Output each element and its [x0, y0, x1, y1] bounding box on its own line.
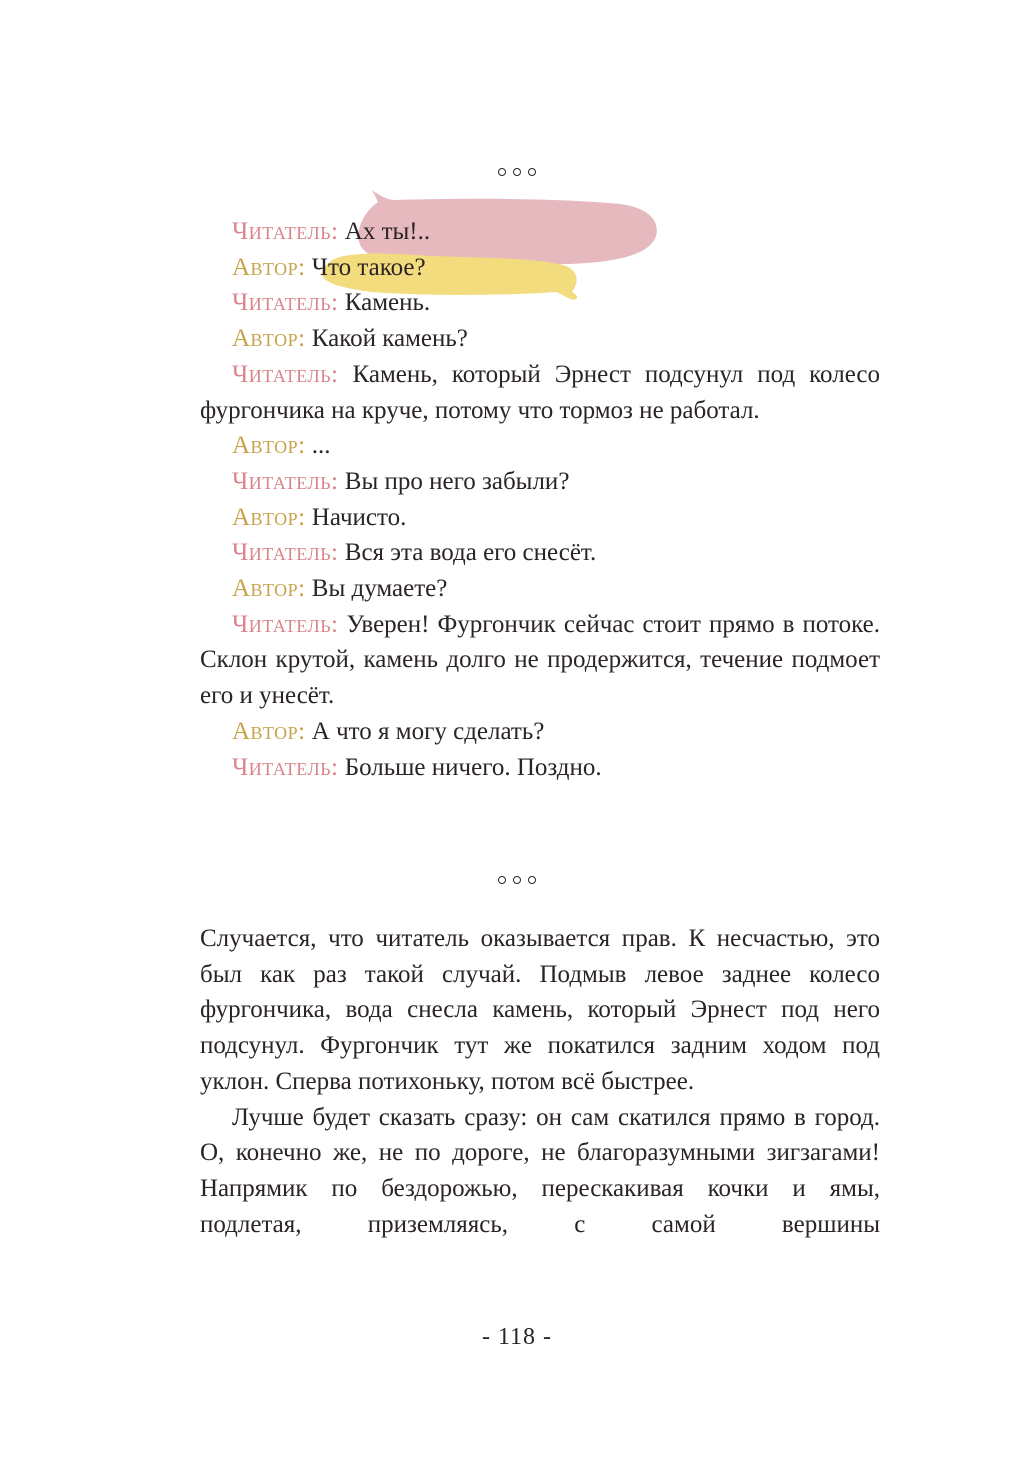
section-divider [0, 876, 1034, 884]
dialogue-line [200, 571, 880, 607]
dialogue-line [200, 535, 880, 571]
speaker-reader: Читатель: [232, 753, 339, 781]
dialogue-text: Уверен! Фургончик сейчас стоит прямо в потоке. Склон крутой, камень долго не продержится, течение подмоет его и унесёт. [200, 610, 881, 710]
dialogue-line [200, 250, 880, 286]
dialogue-line [200, 321, 880, 357]
divider-dot [528, 876, 536, 884]
dialogue-line [200, 464, 880, 500]
dialogue-line [200, 750, 880, 786]
page-number: - 118 - [481, 1324, 553, 1350]
dialogue-line [200, 607, 880, 714]
section-divider [0, 168, 1034, 176]
speaker-author: Автор: [232, 575, 306, 603]
speaker-author: Автор: [232, 503, 306, 531]
narrative-text [200, 921, 880, 1242]
speaker-reader: Читатель: [232, 539, 339, 567]
speaker-reader: Читатель: [232, 218, 339, 245]
dialogue-text: Вы про него забыли? [344, 467, 570, 495]
dialogue-text: Ах ты!.. [344, 218, 431, 245]
dialogue-text: Какой камень? [311, 325, 468, 353]
speaker-author: Автор: [232, 325, 306, 353]
dialogue-text: Камень, который Эрнест подсунул под колесо фургончика на круче, потому что тормоз не работал. [200, 360, 881, 424]
dialogue-text: Начисто. [311, 503, 407, 531]
paragraph: Лучше будет сказать сразу: он сам скатился прямо в город. О, конечно же, не по дороге, не благоразумными зигзагами! Напрямик по бездорожью, перескакивая кочки и ямы, подлетая, приземляясь, с самой вершины [200, 1103, 880, 1238]
speaker-reader: Читатель: [232, 289, 339, 317]
dialogue-line [200, 214, 880, 250]
divider-dot [513, 168, 521, 176]
divider-dot [498, 876, 506, 884]
dialogue-line [200, 357, 880, 428]
dialogue-text: Вся эта вода его снесёт. [344, 539, 597, 567]
dialogue-text: ... [311, 432, 331, 460]
dialogue-text: Больше ничего. Поздно. [344, 753, 602, 781]
divider-dot [528, 168, 536, 176]
dialogue-text: Вы думаете? [311, 575, 448, 603]
speaker-reader: Читатель: [232, 467, 339, 495]
dialogue-block [200, 214, 880, 785]
speaker-reader: Читатель: [232, 360, 339, 388]
dialogue-line [200, 428, 880, 464]
dialogue-line [200, 500, 880, 536]
dialogue-line [200, 285, 880, 321]
speaker-author: Автор: [232, 717, 306, 745]
divider-dot [498, 168, 506, 176]
paragraph: Случается, что читатель оказывается прав. К несчастью, это был как раз такой случай. Подмыв левое заднее колесо фургончика, вода снесла камень, который Эрнест под него подсунул. Фургончик тут же покатился задним ходом под уклон. Сперва потихоньку, потом всё быстрее. [200, 925, 880, 1095]
dialogue-line [200, 714, 880, 750]
dialogue-text: А что я могу сделать? [311, 717, 545, 745]
divider-dot [513, 876, 521, 884]
dialogue-text: Камень. [344, 289, 431, 317]
speaker-reader: Читатель: [232, 610, 339, 638]
speaker-author: Автор: [232, 253, 306, 281]
dialogue-text: Что такое? [311, 253, 426, 281]
speaker-author: Автор: [232, 432, 306, 460]
